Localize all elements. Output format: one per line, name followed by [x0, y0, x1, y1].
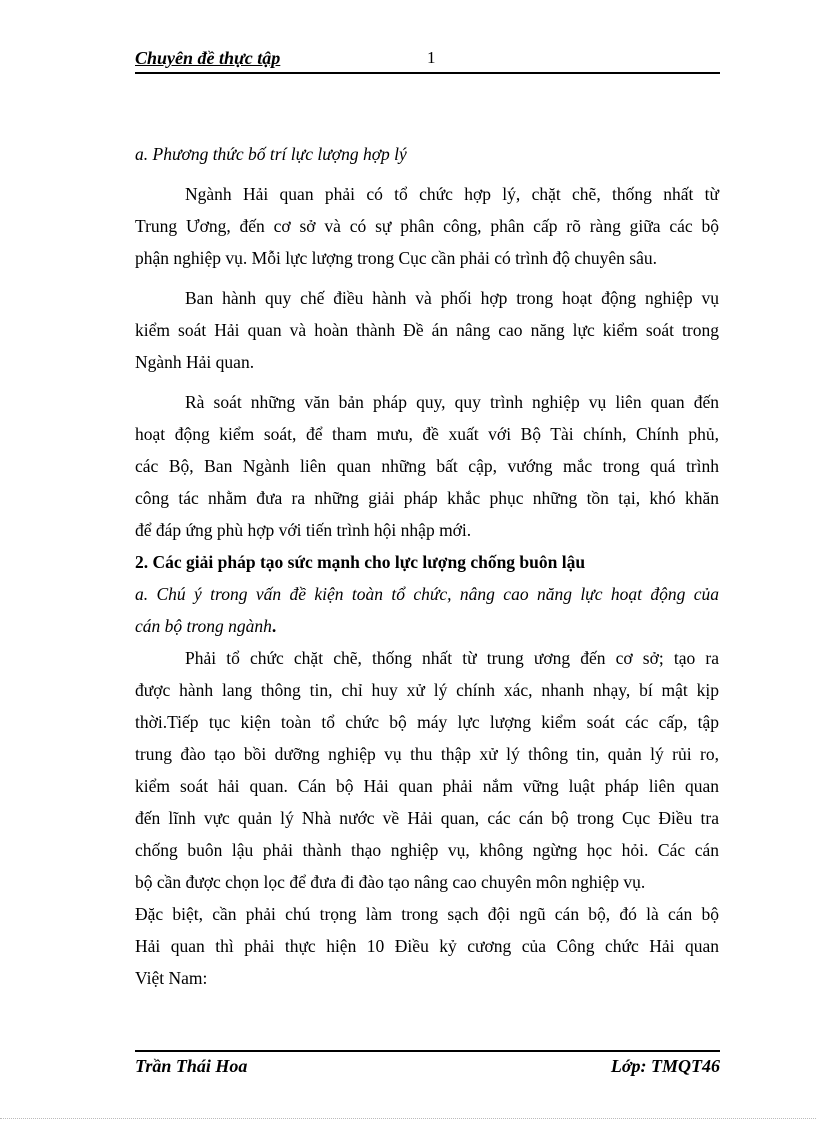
header-title: Chuyên đề thực tập [135, 48, 281, 68]
text-line: kiểm soát Hải quan và hoàn thành Đề án nâng cao năng lực kiểm soát trong [135, 320, 719, 340]
text-line: Phải tổ chức chặt chẽ, thống nhất từ trung ương đến cơ sở; tạo ra [185, 648, 719, 668]
text-line: bộ cần được chọn lọc để đưa đi đào tạo nâng cao chuyên môn nghiệp vụ. [135, 872, 646, 892]
footer-author: Trần Thái Hoa [135, 1056, 248, 1076]
text-line: chống buôn lậu phải thành thạo nghiệp vụ, không ngừng học hỏi. Các cán [135, 840, 719, 860]
section-2a-heading-period: . [271, 616, 277, 636]
footer-class: Lớp: TMQT46 [610, 1056, 720, 1076]
section-2-heading: 2. Các giải pháp tạo sức mạnh cho lực lượng chống buôn lậu [135, 552, 586, 572]
text-line: các Bộ, Ban Ngành liên quan những bất cập, vướng mắc trong quá trình [135, 456, 719, 476]
text-line: Đặc biệt, cần phải chú trọng làm trong sạch đội ngũ cán bộ, đó là cán bộ [135, 904, 719, 924]
text-line: hoạt động kiểm soát, để tham mưu, đề xuất với Bộ Tài chính, Chính phủ, [135, 424, 719, 444]
text-line: phận nghiệp vụ. Mỗi lực lượng trong Cục cần phải có trình độ chuyên sâu. [135, 248, 658, 268]
page-bottom-border [0, 1118, 816, 1119]
text-line: Trung Ương, đến cơ sở và có sự phân công, phân cấp rõ ràng giữa các bộ [135, 216, 719, 236]
paragraph-2 [135, 282, 719, 378]
page-header [135, 46, 720, 74]
text-line: Hải quan thì phải thực hiện 10 Điều kỷ cương của Công chức Hải quan [135, 936, 719, 956]
page-footer [135, 1050, 720, 1082]
section-2a-heading-text: cán bộ trong ngành [135, 616, 272, 636]
section-2a-heading-line1: a. Chú ý trong vấn đề kiện toàn tổ chức, nâng cao năng lực hoạt động của [135, 584, 719, 604]
paragraph-4 [135, 642, 719, 898]
text-line: đến lĩnh vực quản lý Nhà nước về Hải quan, các cán bộ trong Cục Điều tra [135, 808, 719, 828]
text-line: Ban hành quy chế điều hành và phối hợp trong hoạt động nghiệp vụ [185, 288, 719, 308]
page-number: 1 [427, 48, 436, 67]
text-line: Ngành Hải quan phải có tổ chức hợp lý, chặt chẽ, thống nhất từ [185, 184, 719, 204]
text-line: kiểm soát hải quan. Cán bộ Hải quan phải nắm vững luật pháp liên quan [135, 776, 719, 796]
text-line: được hành lang thông tin, chỉ huy xử lý chính xác, nhanh nhạy, bí mật kịp [135, 680, 719, 700]
text-line: để đáp ứng phù hợp với tiến trình hội nhập mới. [135, 520, 472, 540]
text-line: Rà soát những văn bản pháp quy, quy trình nghiệp vụ liên quan đến [185, 392, 719, 412]
text-line: Ngành Hải quan. [135, 352, 255, 372]
paragraph-3 [135, 386, 719, 546]
paragraph-5 [135, 898, 719, 994]
text-line: thời.Tiếp tục kiện toàn tổ chức bộ máy lực lượng kiểm soát các cấp, tập [135, 712, 719, 732]
document-body [135, 138, 719, 994]
section-a-heading: a. Phương thức bố trí lực lượng hợp lý [135, 144, 407, 164]
paragraph-1 [135, 178, 719, 274]
text-line: trung đào tạo bồi dưỡng nghiệp vụ thu thập xử lý thông tin, quản lý rủi ro, [135, 744, 719, 764]
text-line: công tác nhằm đưa ra những giải pháp khắc phục những tồn tại, khó khăn [135, 488, 719, 508]
section-2a-heading-line2 [135, 610, 719, 642]
text-line: Việt Nam: [135, 968, 208, 988]
